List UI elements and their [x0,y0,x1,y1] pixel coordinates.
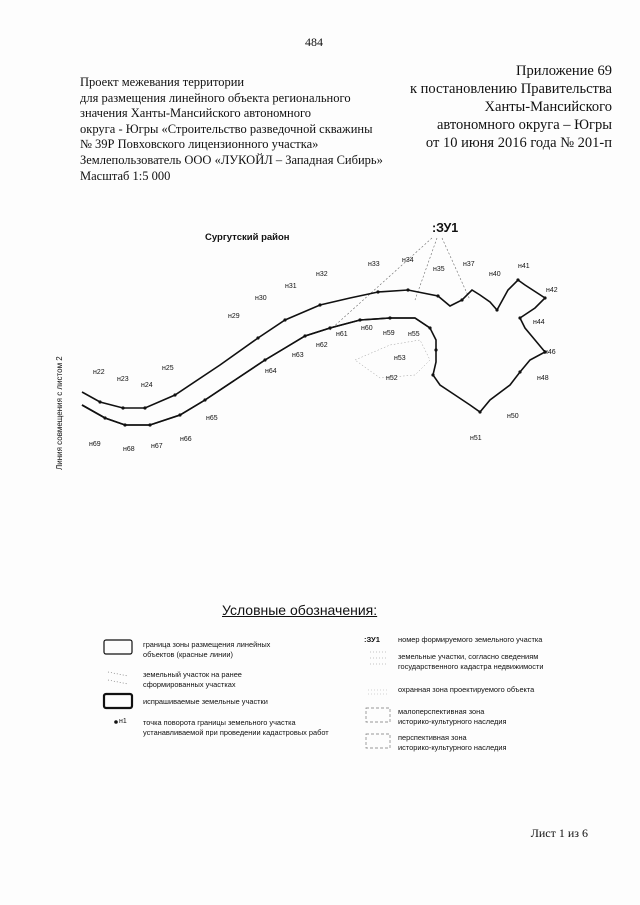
legend-text: объектов (красные линии) [143,649,233,659]
sheet-number: Лист 1 из 6 [530,826,588,840]
vertex-label: н22 [93,369,105,376]
legend-text: номер формируемого земельного участка [398,635,543,644]
legend-swatch-cadastre [370,652,386,664]
vertex-label: н46 [544,349,556,356]
vertex-label: н42 [546,287,558,294]
project-line: значения Ханты-Мансийского автономного [80,106,312,121]
legend-title: Условные обозначения: [222,602,378,618]
legend-text: испрашиваемые земельные участки [143,697,268,706]
boundary-lower [82,318,430,425]
vertex-label: н67 [151,443,163,450]
vertex-label: н41 [518,263,530,270]
appendix-line: автономного округа – Югры [436,117,612,133]
legend-item [143,640,270,659]
vertex-label: н25 [162,365,174,372]
legend-text: граница зоны размещения линейных [143,640,271,649]
legend-item [398,685,534,695]
vertex-label: н69 [89,441,101,448]
vertex-label: н66 [180,436,192,443]
vertex-label: н34 [402,257,414,264]
vertex-label: н37 [463,261,475,268]
vertex-label: н29 [228,313,240,320]
legend-swatch-low-zone [366,708,390,722]
legend-text: охранная зона проектируемого объекта [398,685,535,694]
boundary-upper [82,280,545,425]
legend-swatch-requested [104,694,132,708]
legend-item [143,670,242,689]
vertex-label: н24 [141,382,153,389]
appendix-line: к постановлению Правительства [410,81,612,97]
project-line: Масштаб 1:5 000 [80,168,171,183]
vertex-label: н31 [285,283,297,290]
legend-swatch-formed [108,672,128,684]
legend-text: земельные участки, согласно сведениям [398,652,539,661]
legend-text: земельный участок на ранее [143,670,242,679]
legend-text: историко-культурного наследия [398,742,507,752]
vertex-label: н48 [537,375,549,382]
legend-text: малоперспективная зона [398,707,485,716]
protected-zone-hatch [355,340,430,378]
vertex-label: н68 [123,446,135,453]
legend-swatch-perspective-zone [366,734,390,748]
legend-marker: н1 [119,718,127,725]
legend-swatch-red-lines [104,640,132,654]
vertex-label: н65 [206,415,218,422]
vertex-label: н51 [470,435,482,442]
vertex-label: н62 [316,342,328,349]
sheet-join-line-label: Линия совмещения с листом 2 [55,356,64,470]
vertex-label: н59 [383,330,395,337]
legend-item [398,733,506,752]
vertex-label: н61 [336,331,348,338]
appendix-line: Ханты-Мансийского [484,99,612,115]
vertex-label: н23 [117,376,129,383]
legend-text: историко-культурного наследия [398,716,507,726]
vertex-label: н32 [316,271,328,278]
legend-swatch-protected [368,690,388,694]
project-line: Проект межевания территории [80,75,245,89]
legend-text: сформированных участках [143,679,236,689]
project-line: № 39Р Повховского лицензионного участка» [80,137,319,152]
legend-item [398,652,543,671]
vertex-label: н64 [265,368,277,375]
appendix-line: от 10 июня 2016 года № 201-п [425,135,612,151]
parcel-label: :ЗУ1 [432,221,459,235]
legend-vertex-dot [114,720,118,724]
project-line: Землепользователь ООО «ЛУКОЙЛ – Западная Сибирь» [80,152,383,167]
vertex-label: н50 [507,413,519,420]
legend-item [143,718,329,737]
legend-item [398,707,506,726]
parcel-leader-lines [330,238,470,330]
vertex-label: н44 [533,319,545,326]
vertex-label: н55 [408,331,420,338]
vertex-label: н63 [292,352,304,359]
legend-text: устанавливаемой при проведении кадастровых работ [143,727,329,737]
vertex-label: н53 [394,355,406,362]
vertex-label: н30 [255,295,267,302]
legend-text: государственного кадастра недвижимости [398,661,544,671]
legend-text: перспективная зона [398,733,467,742]
project-line: для размещения линейного объекта регионального [80,90,351,105]
vertex-label: н40 [489,271,501,278]
district-label: Сургутский район [205,232,290,243]
project-line: округа - Югры «Строительство разведочной скважины [80,121,373,136]
vertex-label: н35 [433,266,445,273]
vertex-label: н33 [368,261,380,268]
legend-item [143,697,268,707]
appendix-line: Приложение 69 [516,63,612,79]
legend-marker: :ЗУ1 [364,635,380,644]
vertex-markers [98,278,546,426]
legend-text: точка поворота границы земельного участка [143,718,296,727]
vertex-label: н60 [361,325,373,332]
legend-item [398,635,542,645]
vertex-label: н52 [386,375,398,382]
page-number: 484 [305,35,323,49]
